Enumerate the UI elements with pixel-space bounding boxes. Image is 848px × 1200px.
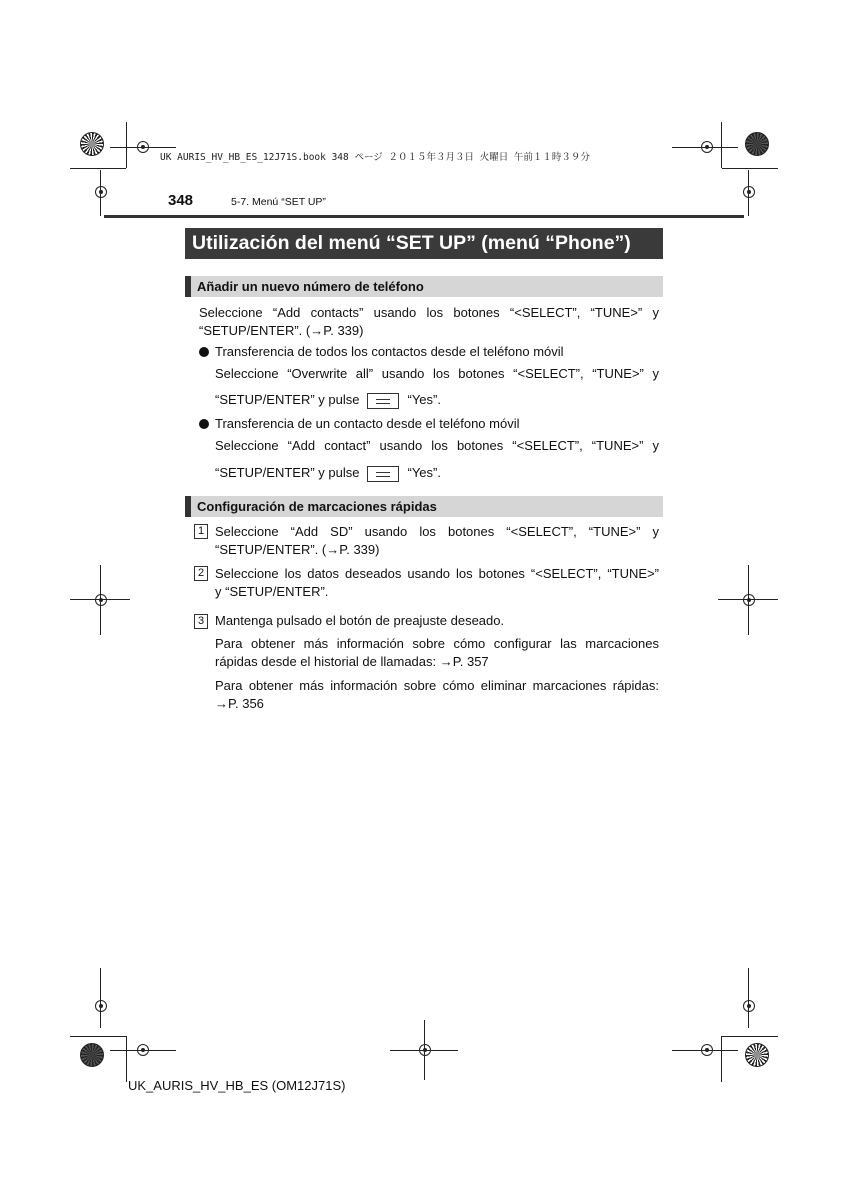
header-rule: [104, 215, 744, 218]
section-path: 5-7. Menú “SET UP”: [231, 196, 326, 208]
step-line-2: y “SETUP/ENTER”.: [215, 584, 329, 599]
note-line-2: →P. 356: [215, 696, 264, 711]
note-line-1: Para obtener más información sobre cómo eliminar marcaciones rápidas:: [215, 678, 659, 693]
bullet-label: Transferencia de todos los contactos desde el teléfono móvil: [215, 344, 564, 359]
bullet-line-2-after: “Yes”.: [407, 465, 441, 480]
note-line-1: Para obtener más información sobre cómo configurar las marcaciones: [215, 636, 659, 651]
bullet-label: Transferencia de un contacto desde el teléfono móvil: [215, 416, 520, 431]
step-line-1: Seleccione “Add SD” usando los botones “<SELECT”, “TUNE>” y: [215, 524, 659, 539]
bullet-line-2-after: “Yes”.: [407, 392, 441, 407]
step-line-1: Mantenga pulsado el botón de preajuste deseado.: [215, 613, 505, 628]
print-header: UK AURIS_HV_HB_ES_12J71S.book 348 ページ ２０１５年３月３日 火曜日 午前１１時３９分: [160, 152, 590, 163]
page-number: 348: [168, 192, 194, 209]
step-line-1: Seleccione los datos deseados usando los botones “<SELECT”, “TUNE>”: [215, 566, 659, 581]
intro-line-2: “SETUP/ENTER”. (→P. 339): [199, 323, 364, 338]
note-line-2: rápidas desde el historial de llamadas: →P. 357: [215, 654, 489, 669]
bullet-line-1: Seleccione “Overwrite all” usando los botones “<SELECT”, “TUNE>” y: [215, 366, 659, 381]
step-number: 2: [194, 566, 208, 581]
bullet-line-1: Seleccione “Add contact” usando los botones “<SELECT”, “TUNE>” y: [215, 438, 659, 453]
step-number: 3: [194, 614, 208, 629]
page-title: Utilización del menú “SET UP” (menú “Phone”): [185, 228, 663, 259]
bullet-dot: [199, 347, 209, 357]
bullet-line-2-before: “SETUP/ENTER” y pulse: [215, 465, 360, 480]
bullet-line-2: [215, 464, 659, 482]
step-number: 1: [194, 524, 208, 539]
section-heading-speed-dials: Configuración de marcaciones rápidas: [185, 496, 663, 517]
bullet-line-2: [215, 391, 659, 409]
bullet-dot: [199, 419, 209, 429]
footer-code: UK_AURIS_HV_HB_ES (OM12J71S): [128, 1078, 346, 1093]
setup-enter-button-icon: [367, 393, 399, 409]
bullet-line-2-before: “SETUP/ENTER” y pulse: [215, 392, 360, 407]
setup-enter-button-icon: [367, 466, 399, 482]
section-heading-add-number: Añadir un nuevo número de teléfono: [185, 276, 663, 297]
step-line-2: “SETUP/ENTER”. (→P. 339): [215, 542, 380, 557]
intro-line-1: Seleccione “Add contacts” usando los botones “<SELECT”, “TUNE>” y: [199, 305, 659, 320]
